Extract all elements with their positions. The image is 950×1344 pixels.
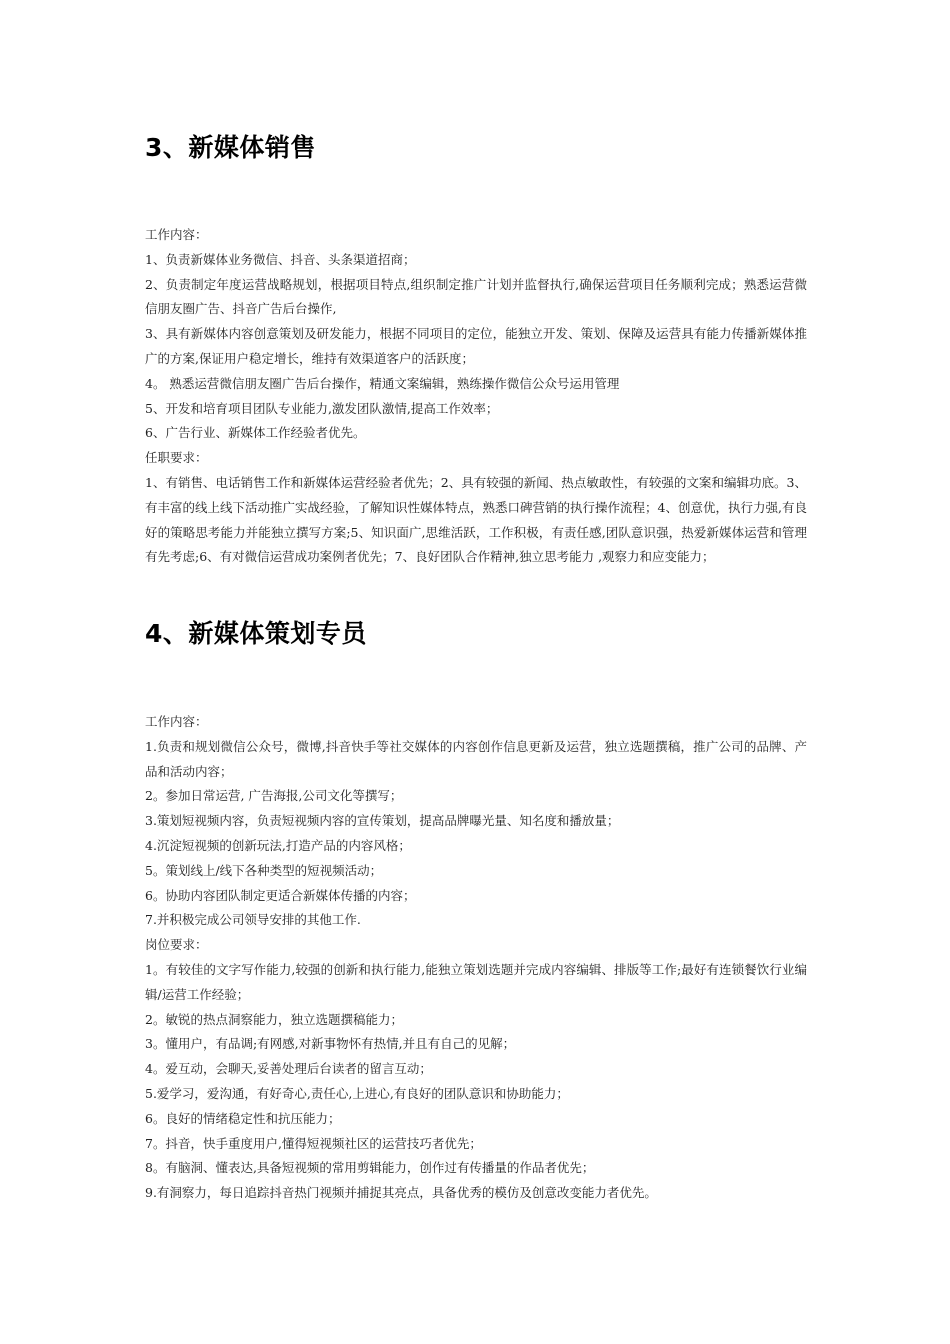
section-title: 3、新媒体销售 — [145, 133, 316, 162]
body-line: 4。爱互动，会聊天,妥善处理后台读者的留言互动； — [145, 1061, 432, 1077]
section-body — [145, 223, 807, 570]
body-line: 1。有较佳的文字写作能力,较强的创新和执行能力,能独立策划选题并完成内容编辑、排版等工作;最好有连锁餐饮行业编辑/运营工作经验； — [145, 961, 807, 1002]
body-line: 8。有脑洞、懂表达,具备短视频的常用剪辑能力，创作过有传播量的作品者优先； — [145, 1160, 595, 1176]
body-line: 5。策划线上/线下各种类型的短视频活动； — [145, 862, 383, 878]
body-line: 3。懂用户，有品调;有网感,对新事物怀有热情,并且有自己的见解； — [145, 1036, 516, 1052]
body-line: 1、负责新媒体业务微信、抖音、头条渠道招商； — [145, 251, 416, 267]
body-line: 5、开发和培育项目团队专业能力,激发团队激情,提高工作效率； — [145, 400, 499, 416]
body-line: 工作内容： — [145, 227, 208, 242]
section-title: 4、新媒体策划专员 — [145, 619, 367, 648]
body-line: 9.有洞察力，每日追踪抖音热门视频并捕捉其亮点，具备优秀的模仿及创意改变能力者优先。 — [145, 1185, 657, 1201]
body-line: 6。良好的情绪稳定性和抗压能力； — [145, 1110, 341, 1126]
body-line: 工作内容： — [145, 714, 208, 729]
body-line: 7。抖音，快手重度用户,懂得短视频社区的运营技巧者优先； — [145, 1135, 482, 1151]
section-new-media-planner — [145, 614, 807, 1206]
body-line: 2。敏锐的热点洞察能力，独立选题撰稿能力； — [145, 1011, 403, 1027]
body-line: 任职要求： — [145, 450, 208, 466]
body-line: 3.策划短视频内容，负责短视频内容的宣传策划，提高品牌曝光量、知名度和播放量； — [145, 813, 620, 829]
body-line: 岗位要求： — [145, 937, 208, 953]
body-line: 4.沉淀短视频的创新玩法,打造产品的内容风格； — [145, 837, 411, 853]
body-line: 2、负责制定年度运营战略规划，根据项目特点,组织制定推广计划并监督执行,确保运营项目任务顺利完成；熟悉运营微信朋友圈广告、抖音广告后台操作, — [145, 276, 807, 317]
section-body — [145, 710, 807, 1206]
body-line: 5.爱学习，爱沟通，有好奇心,责任心,上进心,有良好的团队意识和协助能力； — [145, 1085, 569, 1101]
body-line: 3、具有新媒体内容创意策划及研发能力，根据不同项目的定位，能独立开发、策划、保障及运营具有能力传播新媒体推广的方案,保证用户稳定增长，维持有效渠道客户的活跃度； — [145, 326, 807, 366]
body-line: 7.并积极完成公司领导安排的其他工作. — [145, 912, 361, 928]
section-new-media-sales — [145, 128, 807, 570]
body-line: 6、广告行业、新媒体工作经验者优先。 — [145, 425, 366, 441]
body-line: 4。 熟悉运营微信朋友圈广告后台操作，精通文案编辑，熟练操作微信公众号运用管理 — [145, 375, 620, 391]
body-line: 6。协助内容团队制定更适合新媒体传播的内容； — [145, 887, 416, 903]
body-line: 2。参加日常运营, 广告海报,公司文化等撰写； — [145, 788, 403, 804]
body-line: 1、有销售、电话销售工作和新媒体运营经验者优先；2、具有较强的新闻、热点敏敢性，有较强的文案和编辑功底。3、有丰富的线上线下活动推广实战经验，了解知识性媒体特点，熟悉口碑营销的执行操作流程；4、创意优，执行力强,有良好的策略思考能力并能独立撰写方案;5、知识面广,思维活跃，工作积极，有责任感,团队意识强，热爱新媒体运营和管理有先考虑;6、有对微信运营成功案例者优先；7、良好团队合作精神,独立思考能力 ,观察力和应变能力； — [145, 474, 807, 565]
body-line: 1.负责和规划微信公众号，微博,抖音快手等社交媒体的内容创作信息更新及运营，独立选题撰稿，推广公司的品牌、产品和活动内容； — [145, 738, 807, 779]
